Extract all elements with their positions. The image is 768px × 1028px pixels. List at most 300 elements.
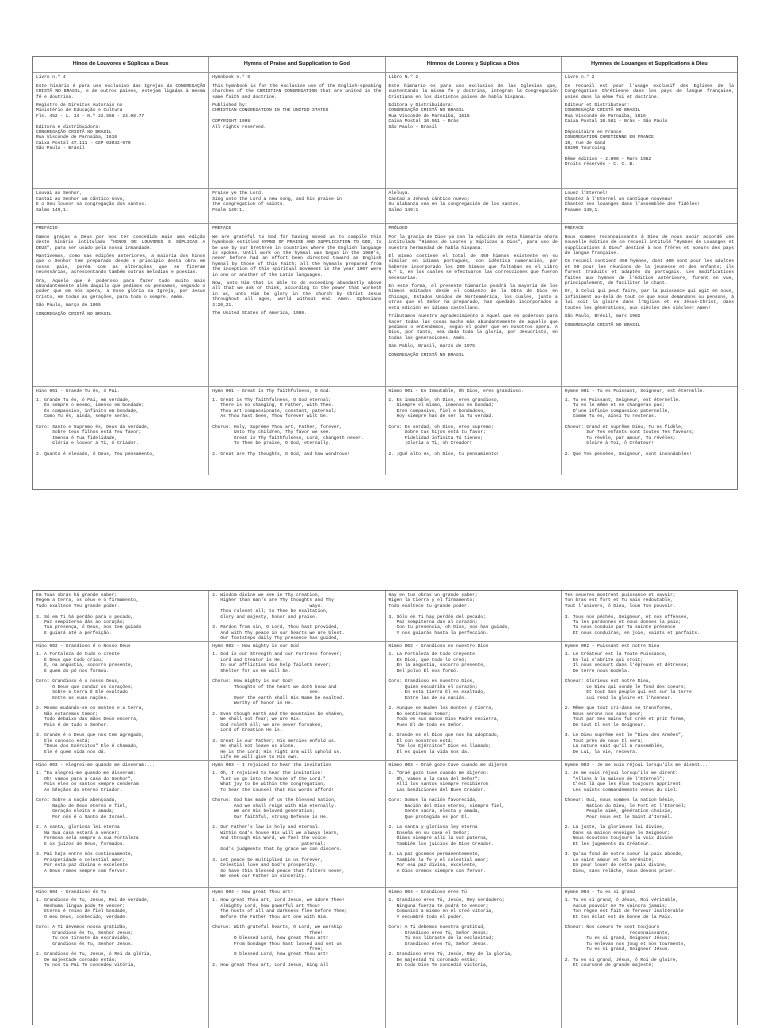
lyric-line: De Lui, la vie, recevra. bbox=[564, 749, 638, 755]
lyric-line: También los juicios de Dios Creador. bbox=[388, 841, 494, 847]
hymn-title: Hymn 001 - Great is Thy faithfulness, O God. bbox=[212, 389, 332, 395]
verse-line: Praise ye the Lord. bbox=[212, 191, 264, 197]
hymn-row bbox=[33, 642, 737, 761]
publisher-line: CONGREGAÇÃO CRISTÃ NO BRASIL bbox=[564, 108, 641, 114]
lyric-line: De majestad Tú coronado estás; bbox=[388, 957, 478, 963]
hymn-title: Hymn 003 - I rejoiced to hear the invitation bbox=[212, 763, 332, 768]
publisher-line: Rua Visconde de Parnaíba, 1616 bbox=[564, 113, 646, 119]
lyric-line: 3. Pai haja entre nós continuamente, bbox=[36, 852, 134, 858]
lyric-line: Que protegida es por Él. bbox=[388, 814, 470, 820]
lyric-line: 2. ¡Qué alto es, oh Dios, tu pensamiento! bbox=[388, 451, 500, 457]
lyric-line: Worthy of honor is He. bbox=[212, 701, 294, 707]
hymn-cell bbox=[562, 888, 737, 1028]
verse-line: Sing unto the Lord a new song, and his praise in bbox=[212, 196, 342, 202]
lyric-line: Tu es si grand, Seigneur Jésus; bbox=[564, 936, 671, 942]
preface-paragraph: The United States of America, 1998. bbox=[212, 311, 307, 317]
lyric-line: Nenhuma língua pode Te vencer; bbox=[36, 903, 126, 909]
lyric-line: Coro: Grandioso é o nosso Deus, bbox=[36, 679, 120, 685]
lyric-line: ¡Gloria a Ti, oh Creador! bbox=[388, 441, 473, 447]
lyric-line: Over the earth shall His Name be exalted. bbox=[212, 695, 345, 701]
lyric-line: Almighty Lord, how powerful art Thou! bbox=[212, 903, 321, 909]
hymn-cell bbox=[562, 761, 737, 887]
lyric-line: So have this blessed peace that falters never, bbox=[212, 868, 345, 874]
lyric-line: 1. How great Thou art, Lord Jesus, we adore Thee! bbox=[212, 898, 345, 904]
publisher-line: CHRISTIAN CONGREGATION IN THE UNITED STATES bbox=[212, 108, 329, 114]
lyric-line: 3. Grande é o Deus que nos tem agregado, bbox=[36, 733, 145, 739]
preface-paragraph: CONGREGAÇÃO CRISTÃ NO BRASIL bbox=[564, 322, 641, 328]
hymn-title: Hino 002 - Grandioso é o Nosso Deus bbox=[36, 644, 131, 649]
lyric-line: He is the Lord; His right arm will uphold us. bbox=[212, 749, 342, 755]
publisher-line: Editeur et Distributeur: bbox=[564, 103, 630, 109]
lyric-line: 2. Grandioso és Tu, Jesus, ó Rei da glória, bbox=[36, 952, 153, 958]
lyric-line: 1. Oh, I rejoiced to hear the invitation: bbox=[212, 771, 323, 777]
lyric-line: God's judgments that by grace we can discern. bbox=[212, 847, 342, 853]
lyric-line: Tu nos tu Pai Te concedeu vitória, bbox=[36, 963, 136, 969]
hymn-cell bbox=[33, 642, 209, 760]
intro-paragraph: Este hinário é para uso exclusivo das Igrejas da CONGREGAÇÃO CRISTÃ NO BRASIL, e de outros países, estejam ligadas à mesma fé e doutrina. bbox=[36, 83, 206, 100]
lyric-line: To hear the counsel that His words afford! bbox=[212, 787, 334, 793]
hymn-cell bbox=[386, 387, 562, 475]
hymn-title: Hino 003 - Alegrei-me quando me disseram:... bbox=[36, 763, 155, 768]
lyric-line: As Thou hast been, Thou forever wilt be. bbox=[212, 414, 329, 420]
lyric-line: Allí los santos siempre recibieron bbox=[388, 782, 489, 788]
lyric-line: Tout l'univers, ô Dieu, loue Ton pouvoir. bbox=[564, 603, 676, 609]
publisher-line: COPYRIGHT 1998 bbox=[212, 119, 251, 125]
lyric-line: 1. Es inmutable, oh Dios, eres grandioso, bbox=[388, 397, 500, 403]
lyric-line: 1. La Fortaleza de todo creyente bbox=[388, 652, 475, 658]
preface-title: PREFÁCIO bbox=[36, 226, 58, 232]
publisher-line: Fls. 452 - L. 14 - N.º 22.558 - 24.08.77 bbox=[36, 113, 145, 119]
lyric-line: Glória e louvor a Ti, ó Criador. bbox=[36, 441, 139, 447]
lyric-line: Higher than man's are Thy thoughts and Thy bbox=[212, 598, 334, 604]
preface-paragraph: Ce recueil contient 450 hymnes, dont 400 sont pour les adultes et 50 pour les réunions de la jeunesse et des enfants; ils furent traduits et adaptés du portugais. Les modifications faites aux hymnes de l'édition antérieure, furent en vue, principalement, de faciliter le chant. bbox=[564, 259, 734, 287]
lyric-line: E os juízos de Deus, formados. bbox=[36, 841, 126, 847]
lyric-line: 3. Let peace be multiplied in us forever, bbox=[212, 857, 323, 863]
lyric-line: Thee! bbox=[212, 930, 323, 936]
lyric-line: En lui s'abrite qui croit; bbox=[564, 657, 644, 663]
lyric-line: Les saints commandements venus du ciel. bbox=[564, 787, 679, 793]
lyric-line: Todo en sus manos Dios Padre encierra, bbox=[388, 717, 500, 723]
hymn-title: Hymne 003 - Je me suis réjoui lorsqu'ils me disent... bbox=[564, 763, 708, 768]
lyric-line: We are His beloved generation; bbox=[212, 809, 315, 815]
lyric-line: Tout par Ses mains fut créé et prit forme, bbox=[564, 717, 687, 723]
publisher-line: Registro de Direitos Autorais no bbox=[36, 103, 123, 109]
lyric-line: Tu es le même et ne changeras pas; bbox=[564, 403, 665, 409]
hymn-cell bbox=[386, 888, 562, 1028]
lyric-line: C'est là que les élus toujours apprirent bbox=[564, 782, 681, 788]
verse-line: Aleluya. bbox=[388, 191, 411, 197]
lyric-line: 2. Quanto é elevado, ó Deus, Teu pensamento, bbox=[36, 451, 155, 457]
lyric-line: 2. Wisdom divine we see in Thy creation, bbox=[212, 593, 321, 598]
publisher-line: Editora e distribuidora: bbox=[36, 124, 101, 130]
preface-cell bbox=[209, 224, 385, 386]
lyric-line: 2. La juste, la glorieuse loi divine, bbox=[564, 825, 665, 831]
lyric-line: Hoy siempre has de ser la Tu verdad. bbox=[388, 414, 494, 420]
publisher-line: CONGREGATION CHRETIENNE EN FRANCE bbox=[564, 135, 654, 141]
lyric-line: 2. Even though earth and the mountains be shaken, bbox=[212, 711, 345, 717]
lyric-line: De tout Il est le Seigneur. bbox=[564, 722, 646, 728]
book-number: Hymnbook n.º 5 bbox=[212, 75, 251, 81]
hymn-title: Himno 004 - Grandioso eres Tú bbox=[388, 890, 467, 895]
lyric-line: 2. Que Tes pensées, Seigneur, sont insondables! bbox=[564, 451, 692, 457]
lyric-line: Tu révèle, par amour, Tu révèles; bbox=[564, 435, 676, 441]
lyric-line: Del polvo Él nos formó. bbox=[388, 668, 459, 674]
preface-paragraph: Nous sommes reconnaissants à Dieu de nous avoir accordé une nouvelle édition de ce recueil intitulé "Hymnes de Louanges et supplications à Dieu" destiné à nos frères et soeurs des pays de langue française. bbox=[564, 234, 734, 257]
lyric-line: Within God's house His will we always learn, bbox=[212, 830, 340, 836]
lyric-line: Grandioso eres Tú, Señor Jesús. bbox=[388, 941, 489, 947]
lyric-line: And through His Word, we feel the voice bbox=[212, 836, 326, 842]
intro-paragraph: Ce recueil est pour l'usage exclusif des Eglises de la Congrégation Chrétienne dans les pays de langue française, unies dans la même foi et doctrine. bbox=[564, 83, 734, 100]
lyric-line: Y encumbré todo el poder. bbox=[388, 914, 465, 920]
intro-paragraph: Este himnario es para uso exclusivo de las Iglesias que, sustentando la misma fe y doctrina, integran la Congregación Cristiana en los distintos países de habla hispana. bbox=[388, 83, 558, 100]
lyric-line: Coro: Es verdad, oh Dios, eres supremo; bbox=[388, 424, 494, 430]
lyric-line: En la angustia, socorro presente, bbox=[388, 663, 486, 669]
preface-paragraph: São Paulo, março de 1965 bbox=[36, 303, 101, 309]
lyric-line: There is no changing, O Father, with Thee. bbox=[212, 403, 334, 409]
preface-paragraph: Now, unto Him that is able to do exceeding abundantly above all that we ask or think, according to the power that worketh in us, unto Him be glory in the church by Christ Jesus throughout all ages, world without end. Amen. Ephesians 3:20,21. bbox=[212, 281, 382, 308]
hymn-cell bbox=[209, 387, 385, 475]
lyric-line: Peuple aimé, génération choisie, bbox=[564, 809, 673, 815]
lyric-line: La nature sait qu'il a rassemblés, bbox=[564, 744, 665, 750]
continuation-cell bbox=[209, 591, 385, 641]
lyric-line: Lui rend la gloire et l'honneur. bbox=[564, 695, 673, 701]
lyric-line: Tes oeuvres montrent puissance et savoir; bbox=[564, 593, 676, 598]
lyric-line: Grandioso eres Tú, Señor Jesús; bbox=[388, 930, 489, 936]
document-page-top bbox=[32, 56, 738, 490]
lyric-line: Quien escudriña el corazón; bbox=[388, 684, 478, 690]
lyric-line: Tú nos libraste de la esclavitud; bbox=[388, 936, 494, 942]
hymn-cell bbox=[33, 387, 209, 475]
lyric-line: Imensa é Tua fidelidade, bbox=[36, 435, 118, 441]
publisher-cell bbox=[209, 73, 385, 188]
lyric-line: O blessed Lord, how great Thou art! bbox=[212, 952, 329, 958]
lyric-line: E guiará até a perfeição. bbox=[36, 630, 112, 636]
lyric-line: Tu nous conduis par Ta sainte présence bbox=[564, 625, 676, 631]
lyric-line: 1. Je me suis réjoui lorsqu'ils me dirent: bbox=[564, 771, 679, 777]
lyric-line: O blessed Lord, how great Thou art! bbox=[212, 936, 329, 942]
verse-line: Chantez ses louanges dans l'assemblée des fidèles! bbox=[564, 202, 700, 208]
preface-paragraph: San Pablo, Brasil, marzo de 1975 bbox=[388, 344, 475, 350]
lyric-line: Comunicó a mismo en el creó vitoria, bbox=[388, 909, 494, 915]
lyric-line: Pois eles os santos sempre cenderam bbox=[36, 782, 139, 788]
lyric-line: Por esa paz divina, excelente, bbox=[388, 863, 478, 869]
preface-row bbox=[33, 224, 737, 387]
lyric-line: 3. La paz gocemos permanentemente, bbox=[388, 852, 481, 858]
hymn-title: Hymn 004 - How great Thou art! bbox=[212, 890, 294, 895]
header-spanish: Himnos de Loores y Súplicas a Dios bbox=[386, 57, 562, 72]
lyric-line: God ruleth all; we are never forsaken, bbox=[212, 722, 323, 728]
document-page-bottom bbox=[32, 590, 738, 1025]
lyric-line: Eres compasivo, fiel e bondadoso, bbox=[388, 408, 486, 414]
hymn-row bbox=[33, 387, 737, 475]
lyric-line: Ele conosco está; bbox=[36, 738, 91, 744]
lyric-line: Es Dios, que todo lo creó; bbox=[388, 657, 467, 663]
continuation-cell bbox=[562, 591, 737, 641]
publisher-cell bbox=[33, 73, 209, 188]
lyric-line: Pois é de tudo o Senhor. bbox=[36, 722, 109, 728]
lyric-line: Nous serons nos sans peur; bbox=[564, 711, 644, 717]
lyric-line: We seek our Father in sincerity. bbox=[212, 874, 307, 880]
hymn-row bbox=[33, 888, 737, 1028]
lyric-line: Grandioso és Tu, Senhor Jesus; bbox=[36, 930, 134, 936]
preface-title: PRÓLOGO bbox=[388, 226, 408, 232]
lyric-line: Et couronné de grande majesté; bbox=[564, 963, 654, 969]
lyric-line: Coro: A Ti debemos nuestra gratitud, bbox=[388, 925, 486, 931]
hymn-cell bbox=[386, 761, 562, 887]
header-french: Hymnes de Louanges et Supplications à Dieu bbox=[591, 61, 708, 67]
lyric-line: Choeur: Grand et suprême Dieu, Tu es fidèle, bbox=[564, 424, 684, 430]
publisher-cell bbox=[386, 73, 562, 188]
preface-cell bbox=[386, 224, 562, 386]
lyric-line: És compassivo, infinito em bondade, bbox=[36, 408, 139, 414]
lyric-line: Rigen la tierra y el firmamento; bbox=[388, 598, 475, 604]
lyric-line: Eterno é reino de fiel bondade, bbox=[36, 909, 128, 915]
preface-paragraph: Tributamos nuestro agradecimiento a Aquel que es poderoso para hacer todas las cosas mucho más abundantemente de aquello que pedimos o entendemos, según el poder que en nosotros opera. A Dios, por tanto, sea dada toda la gloria, por Jesucristo, en todas las generaciones. Amén. bbox=[388, 314, 558, 341]
lyric-line: 1. God is our Strength and our Fortress forever; bbox=[212, 652, 342, 658]
lyric-line: 1. "Eu alegrei-me quando me disseram: bbox=[36, 771, 136, 777]
lyric-line: To Thee be praise, O God, eternally. bbox=[212, 441, 332, 447]
lyric-line: As bênçãos do eterno Criador. bbox=[36, 787, 123, 793]
publisher-line: Caixa Postal 47.111 - CEP 03032-970 bbox=[36, 140, 131, 146]
lyric-line: 3. Great is our Father; His mercies enfold us. bbox=[212, 738, 337, 744]
lyric-line: D'une infinie compassion paternelle, bbox=[564, 408, 671, 414]
lyric-line: Como Tu és, ainda, sempre serás. bbox=[36, 414, 131, 420]
lyric-line: De terre nous modela. bbox=[564, 668, 630, 674]
preface-paragraph: CONGREGAÇÃO CRISTÃ NO BRASIL bbox=[388, 352, 465, 358]
verse-line: Psaume 149,1. bbox=[564, 207, 600, 213]
lyric-line: 2. A santa, gloriosa lei eterna bbox=[36, 825, 120, 831]
lyric-line: Coro: A Ti devemos nossa gratidão, bbox=[36, 925, 128, 931]
lyric-line: 2. Great are Thy thoughts, O God, and how wondrous! bbox=[212, 451, 350, 457]
lyric-line: Oh! vamos para a casa do Senhor", bbox=[36, 776, 134, 782]
lyric-line: We shall not fear; we are His. bbox=[212, 717, 302, 723]
lyric-line: 2. Même que tout cri-dans se transforme, bbox=[564, 706, 673, 712]
hymn-cell bbox=[33, 761, 209, 887]
praise-verse-cell bbox=[562, 189, 737, 223]
lyric-line: Nación del Dios eterno, siempre fiel, bbox=[388, 803, 505, 809]
lyric-line: Todo exaltece tu grande poder. bbox=[388, 603, 470, 609]
hymn-cell bbox=[562, 387, 737, 475]
lyric-line: Todo debaixo das mãos Deus encerra, bbox=[36, 717, 139, 723]
publisher-line: All rights reserved. bbox=[212, 124, 267, 130]
preface-paragraph: São Paulo, Brésil, mars 1982 bbox=[564, 314, 641, 320]
lyric-line: Él es quien la vida nos da. bbox=[388, 749, 470, 755]
hymn-title: Hino 001 - Grande Tu és, ó Pai. bbox=[36, 389, 120, 395]
lyric-line: ways. bbox=[212, 603, 323, 609]
lyric-line: A Deus romes sempre com fervor. bbox=[36, 868, 128, 874]
preface-paragraph: Or, à Celui qui peut faire, par la puissance qui agit en nous, infiniment au-delà de tout ce que nous demandons ou pensons, à lui soit la gloire dans l'Eglise et en Jésus-Christ, dans toutes les générations, aux siècles des siècles! Amen! bbox=[564, 289, 734, 311]
praise-verse-cell bbox=[209, 189, 385, 223]
lyric-line: Le saint amour et la sérénité; bbox=[564, 857, 654, 863]
lyric-line: 3. Qu'au fond de notre coeur la paix abonde, bbox=[564, 852, 684, 858]
lyric-line: Oh, vamos a la casa del Señor"; bbox=[388, 776, 481, 782]
publisher-line: Published by: bbox=[212, 103, 248, 109]
lyric-line: És sempre o mesmo, imenso em bondade; bbox=[36, 403, 145, 409]
hymn-title: Hymne 001 - Tu es Puissant, Seigneur, est éternelle. bbox=[564, 389, 706, 395]
lyric-line: "Allons à la maison de l'Eternel"; bbox=[564, 776, 665, 782]
publisher-line: 10, rue de Gand bbox=[564, 140, 606, 146]
lyric-line: Lord of Creation He is. bbox=[212, 728, 283, 734]
lyric-line: Il nous secourt dans l'épreuve et détresse; bbox=[564, 663, 689, 669]
verse-line: Psalm 149:1. bbox=[212, 207, 245, 213]
lyric-line: Tout près de nous Il sera; bbox=[564, 738, 644, 744]
lyric-line: Chorus: How mighty is our God! bbox=[212, 679, 294, 685]
lyric-line: Choeur: Oui, nous sommes la nation bénie, bbox=[564, 798, 676, 804]
preface-paragraph: CONGREGAÇÃO CRISTÃ NO BRASIL bbox=[36, 311, 112, 317]
lyric-line: Celestial love and God's prosperity. bbox=[212, 863, 318, 869]
lyric-line: 3. Le Dieu suprême est le "Dieu des Armées", bbox=[564, 733, 684, 739]
lyric-line: Entre as suas nações. bbox=[36, 695, 109, 701]
lyric-line: In our affliction His help faileth never; bbox=[212, 663, 332, 669]
lyric-line: É, na angústia, socorro presente, bbox=[36, 663, 134, 669]
continuation-cell bbox=[33, 591, 209, 641]
lyric-line: Oímos siempre allí la voz paterna, bbox=[388, 836, 489, 842]
preface-cell bbox=[562, 224, 737, 386]
hymn-title: Hymn 002 - How mighty is our God bbox=[212, 644, 299, 649]
lyric-line: Choeur: Nos coeurs Te sont toujours bbox=[564, 925, 660, 931]
preface-paragraph: Damos graças a Deus por nos ter concedido mais uma edição deste hinário intitulado "HINOS DE LOUVORES E SÚPLICAS A DEUS", para ser usado pela nossa irmandade. bbox=[36, 234, 206, 251]
lyric-line: Grandioso és Tu, Senhor Jesus. bbox=[36, 941, 134, 947]
lyric-line: É Deus que tudo criou; bbox=[36, 657, 104, 663]
verse-line: Louvai ao Senhor, bbox=[36, 191, 82, 197]
publisher-line: São Paulo - Brasil bbox=[388, 124, 438, 130]
verse-line: the congregation of saints. bbox=[212, 202, 286, 208]
verse-line: Cantai ao Senhor um cântico novo, bbox=[36, 196, 126, 202]
lyric-line: 1. Grandioso és Tu, Jesus, Rei de verdade, bbox=[36, 898, 150, 904]
verse-line: Louez l'Eternel! bbox=[564, 191, 608, 197]
publisher-line: Caixa Postal 10.561 - Brás - São Paulo bbox=[564, 119, 668, 125]
hymn-row bbox=[33, 761, 737, 888]
lyric-line: En todo Dios Te concedió victoria, bbox=[388, 963, 489, 969]
lyric-line: 3. Sólo en Ti hay perdón del pecado; bbox=[388, 614, 486, 620]
publisher-line: São Paulo - Brasil bbox=[36, 146, 85, 152]
preface-paragraph: We are grateful to God for having moved us to compile this hymnbook entitled HYMNS OF PRAISE AND SUPPLICATION TO GOD, to be use by our brethren in countries where the English language is spoken. Until work on the hymnal was begun in the 1980's, never before had an effort been directed toward an English hymnal by those of this Faith; all the hymnals prepared from the inception of this spiritual movement in the year 1907 were in one or another of the Latin languages. bbox=[212, 234, 382, 278]
lyric-line: Tu es si grand, Seigneur Jésus. bbox=[564, 947, 671, 953]
lyric-line: 1. Le Créateur est la Toute Puissance, bbox=[564, 652, 668, 658]
lyric-line: O meu Deus, conhecido, verdade. bbox=[36, 914, 128, 920]
lyric-line: 1. "Oraé gozo tuve cuando me dijeron: bbox=[388, 771, 489, 777]
lyric-line: Le Dieu qui sonde le fond des coeurs; bbox=[564, 684, 687, 690]
verse-line: Salmo 149:1 bbox=[388, 207, 419, 213]
lyric-line: Glory and majesty, honor and praise. bbox=[212, 614, 318, 620]
lyric-line: Ton règne est fait de ferveur inaltérable bbox=[564, 909, 684, 915]
lyric-line: Chorus: God has made of us the blessed nation, bbox=[212, 798, 337, 804]
lyric-line: 2. Mesmo mudando-se os montes e a terra, bbox=[36, 706, 145, 712]
lyric-line: Tua presença, ó Deus, nos tem guiado bbox=[36, 625, 142, 631]
preface-paragraph: Ora, Àquele que é poderoso para fazer tudo muito mais abundantemente além daquilo que pedimos ou pensamos, segundo o poder que em nós opera, a Esse glória na Igreja, por Jesus Cristo, em todas as gerações, para todo o sempre. Amém. bbox=[36, 278, 206, 300]
verse-line: Cantad a Jehová cántico nuevo; bbox=[388, 196, 470, 202]
lyric-line: Our faithful, strong Defense is He. bbox=[212, 814, 329, 820]
lyric-line: "Let us go into the house of the Lord." bbox=[212, 776, 326, 782]
lyric-line: A Dios oremos siempre con fervor. bbox=[388, 868, 486, 874]
lyric-line: Fidelidad infinita Tú tienes; bbox=[388, 435, 484, 441]
book-number: Livre n.º 2 bbox=[564, 75, 595, 81]
lyric-line: Dans sa maison enseigne le Seigneur; bbox=[564, 830, 671, 836]
praise-verse-row bbox=[33, 189, 737, 224]
lyric-line: 1. Grandioso eres Tú, Jesús, Rey verdadero; bbox=[388, 898, 505, 904]
hymn-cell bbox=[562, 642, 737, 760]
lyric-line: Pour nous est le Saint d'Israël. bbox=[564, 814, 673, 820]
preface-title: PRÉFACE bbox=[564, 226, 584, 232]
lyric-line: Choeur: Glorieux est notre Dieu, bbox=[564, 679, 652, 685]
lyric-line: Et tout Son peuple qui est sur la terre bbox=[564, 690, 692, 696]
publisher-line: Dême édition - 2.000 - Mars 1982 bbox=[564, 157, 652, 163]
lyric-line: Por nós é o Santo de Israel. bbox=[36, 814, 128, 820]
lyric-line: Sobre tus hijos está tu favor; bbox=[388, 430, 486, 436]
hymn-title: Hino 004 - Grandioso és Tu bbox=[36, 890, 107, 895]
lyric-line: No sentiremos temor; bbox=[388, 711, 451, 717]
praise-verse-cell bbox=[33, 189, 209, 223]
lyric-line: Paz sempiterna das al corazón; bbox=[388, 620, 478, 626]
header-row bbox=[33, 57, 737, 73]
lyric-line: 3. Tous nos péchés, Seigneur, et nos offenses, bbox=[564, 614, 689, 620]
lyric-line: Regem a terra, os céus e o firmamento, bbox=[36, 598, 139, 604]
lyric-line: Et nous conduiras, en joie, saints et parfaits. bbox=[564, 630, 700, 636]
publisher-line: Ministério de Educação e Cultura bbox=[36, 108, 123, 114]
preface-cell bbox=[33, 224, 209, 386]
lyric-line: Coro: Santo e Supremo és, Deus da verdade, bbox=[36, 424, 150, 430]
publisher-line: Droits réservés - C. C. B. bbox=[564, 162, 635, 168]
lyric-line: 1. A Fortaleza de tudo o crente bbox=[36, 652, 120, 658]
lyric-line: 1. Tu es Puissant, Seigneur, est éternelle. bbox=[564, 397, 681, 403]
lyric-line: "Deus dos Exércitos" Ele é chamado, bbox=[36, 744, 139, 750]
lyric-line: Chorus: Holy, Supreme Thou art, Father, forever, bbox=[212, 424, 342, 430]
publisher-line: CONGREGAÇÃO CRISTÃ NO BRASIL bbox=[36, 130, 112, 136]
lyric-line: 2. Grandioso eres Tú, Jesús, Rey de la gloria, bbox=[388, 952, 513, 958]
lyric-line: Comme Tu es, ainsi Tu resteras. bbox=[564, 414, 657, 420]
lyric-line: Entre las de su nación. bbox=[388, 695, 467, 701]
lyric-line: And with Thy peace in our hearts we are blest. bbox=[212, 630, 345, 636]
lyric-line: De majestade coroado estás; bbox=[36, 957, 118, 963]
lyric-line: Unto Thy children, Thy favor we see. bbox=[212, 430, 332, 436]
publisher-line: Rua Visconde de Parnaíba, 1616 bbox=[388, 113, 470, 119]
lyric-line: And we shall reign with Him eternally. bbox=[212, 803, 337, 809]
hymn-title: Hymne 004 - Tu es si grand bbox=[564, 890, 635, 895]
lyric-line: "De los Ejércitos" Dios es llamado; bbox=[388, 744, 492, 750]
lyric-line: Ninguna fuerza te podrá te vencer; bbox=[388, 903, 489, 909]
header-portuguese: Hinos de Louvores e Súplicas a Deus bbox=[33, 57, 209, 72]
lyric-line: Él con nosotros está; bbox=[388, 738, 454, 744]
publisher-line: Editora y Distribuidora: bbox=[388, 103, 454, 109]
lyric-line: Pues Él de todo es Señor. bbox=[388, 722, 465, 728]
lyric-line: Lord and Creator is He. bbox=[212, 657, 283, 663]
verse-line: Chantez à l'Eternel un cantique nouveau! bbox=[564, 196, 673, 202]
lyric-line: Hay en tus obras un grande saber; bbox=[388, 593, 478, 598]
lyric-line: Thou art compassionate, constant, paternal; bbox=[212, 408, 337, 414]
lyric-line: Tudo exaltece Teu grande poder. bbox=[36, 603, 120, 609]
lyric-line: Con tu presencia, oh Dios, nos has guiado, bbox=[388, 625, 511, 631]
lyric-line: En esta tierra Él es exaltado, bbox=[388, 690, 486, 696]
publisher-line: Dépositaire en France bbox=[564, 130, 622, 136]
lyric-line: free; bbox=[212, 947, 323, 953]
preface-paragraph: Por la gracia de Dios ya con la edición de esta himnario ahora intitulado "Himnos de Loores y Súplicas a Dios", para uso de nuestra hermandad de habla hispana. bbox=[388, 234, 558, 251]
lyric-line: paternal; bbox=[212, 841, 326, 847]
hymn-title: Himno 001 - Es Inmutable, Oh Dios, eres grandioso. bbox=[388, 389, 524, 395]
publisher-line: 59200 Tourcoing bbox=[564, 146, 606, 152]
lyric-line: Na Sua casa estará a vencer; bbox=[36, 830, 120, 836]
book-number: Livro n.º 4 bbox=[36, 75, 66, 81]
lyric-line: Ton bras est fort et Tu nais redoutable, bbox=[564, 598, 673, 604]
lyric-line: É quem do pó nos formou. bbox=[36, 668, 109, 674]
lyric-line: Por esta paz divina e excelente bbox=[36, 863, 128, 869]
lyric-line: Our footsteps daily Thy presence has guided, bbox=[212, 636, 340, 641]
lyric-line: Et ton éclat est de bonne de la Paix. bbox=[564, 914, 673, 920]
lyric-line: see. bbox=[212, 690, 321, 696]
hymn-title: Hymne 002 - Puissant est notre Dieu bbox=[564, 644, 660, 649]
lyric-line: Tu nos tiraste da escravidão, bbox=[36, 936, 131, 942]
lyric-line: Geração eleita e amada; bbox=[36, 809, 115, 815]
preface-title: PREFACE bbox=[212, 226, 232, 232]
